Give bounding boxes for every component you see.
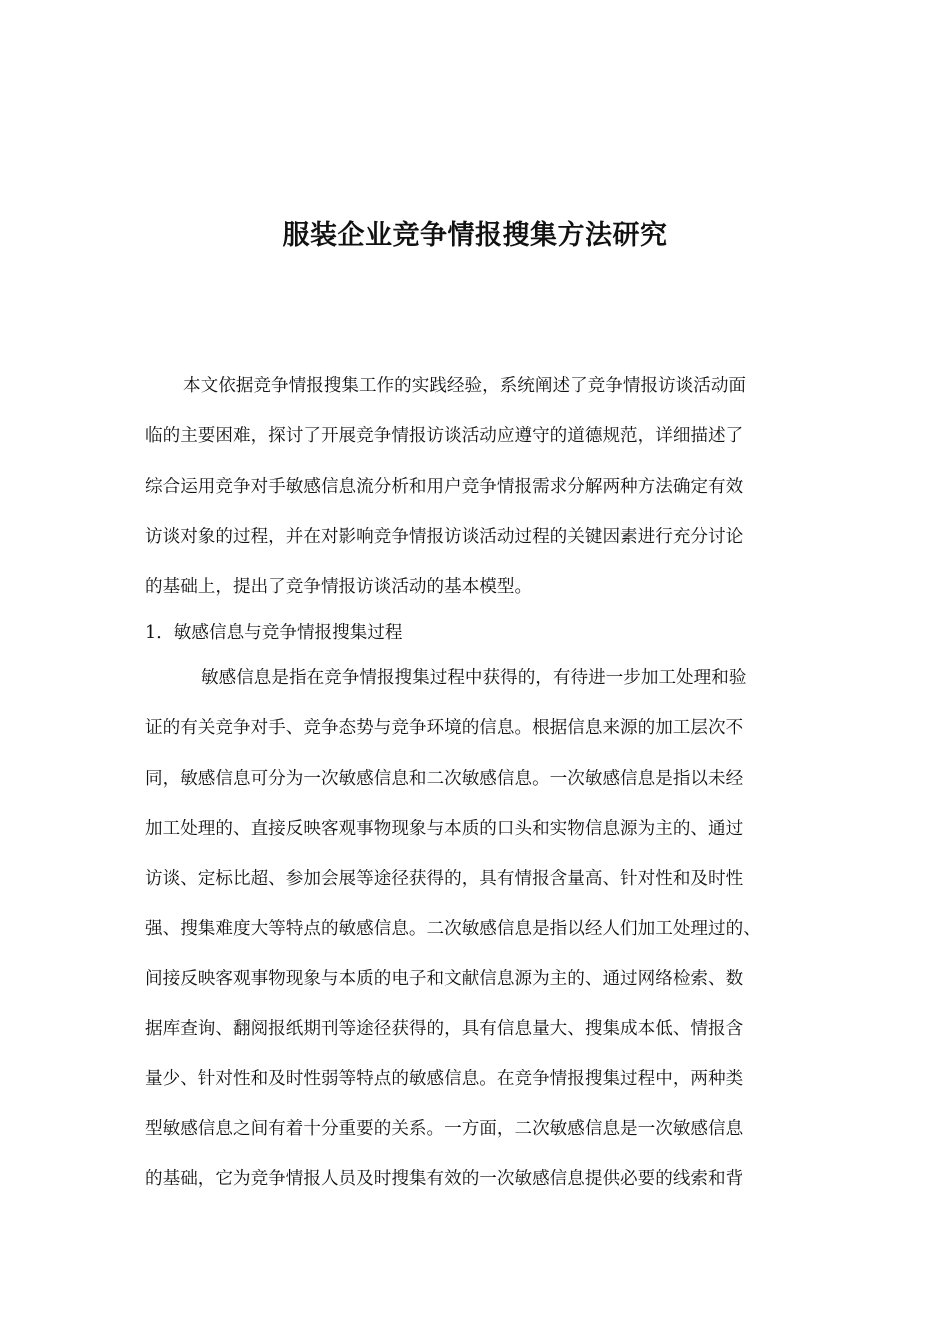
abstract-line: 综合运用竞争对手敏感信息流分析和用户竞争情报需求分解两种方法确定有效: [145, 477, 744, 497]
paragraph-line: 访谈、定标比超、参加会展等途径获得的，具有情报含量高、针对性和及时性: [145, 869, 744, 889]
paragraph-line: 强、搜集难度大等特点的敏感信息。二次敏感信息是指以经人们加工处理过的、: [145, 919, 761, 939]
paragraph-line: 的基础，它为竞争情报人员及时搜集有效的一次敏感信息提供必要的线索和背: [145, 1169, 744, 1189]
abstract-line: 访谈对象的过程，并在对影响竞争情报访谈活动过程的关键因素进行充分讨论: [145, 527, 744, 547]
paragraph-line: 敏感信息是指在竞争情报搜集过程中获得的，有待进一步加工处理和验: [201, 668, 747, 688]
abstract-line: 的基础上，提出了竞争情报访谈活动的基本模型。: [145, 577, 533, 597]
paragraph-line: 型敏感信息之间有着十分重要的关系。一方面，二次敏感信息是一次敏感信息: [145, 1119, 744, 1139]
paragraph-line: 同，敏感信息可分为一次敏感信息和二次敏感信息。一次敏感信息是指以未经: [145, 769, 744, 789]
paragraph-line: 加工处理的、直接反映客观事物现象与本质的口头和实物信息源为主的、通过: [145, 819, 744, 839]
document-title: 服装企业竞争情报搜集方法研究: [282, 220, 668, 251]
abstract-line: 本文依据竞争情报搜集工作的实践经验，系统阐述了竞争情报访谈活动面: [183, 376, 747, 396]
paragraph-line: 证的有关竞争对手、竞争态势与竞争环境的信息。根据信息来源的加工层次不: [145, 718, 744, 738]
paragraph-line: 间接反映客观事物现象与本质的电子和文献信息源为主的、通过网络检索、数: [145, 969, 744, 989]
paragraph-line: 量少、针对性和及时性弱等特点的敏感信息。在竞争情报搜集过程中，两种类: [145, 1069, 744, 1089]
section-heading: 1．敏感信息与竞争情报搜集过程: [145, 623, 403, 643]
paragraph-line: 据库查询、翻阅报纸期刊等途径获得的，具有信息量大、搜集成本低、情报含: [145, 1019, 744, 1039]
abstract-line: 临的主要困难，探讨了开展竞争情报访谈活动应遵守的道德规范，详细描述了: [145, 426, 744, 446]
